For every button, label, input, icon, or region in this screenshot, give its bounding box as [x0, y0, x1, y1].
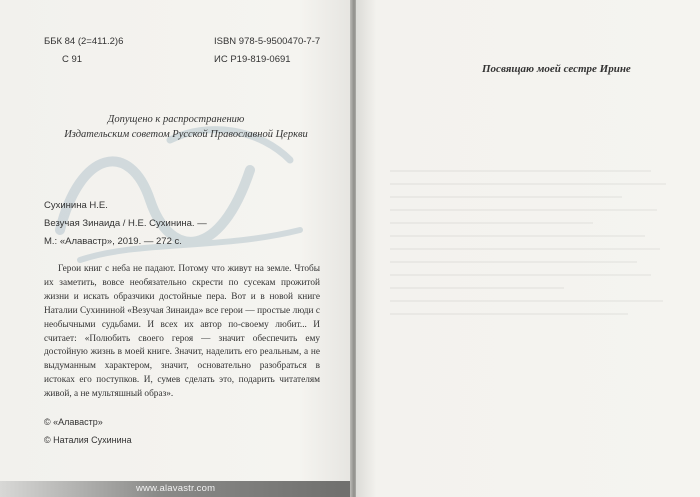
- author-heading: Сухинина Н.Е.: [44, 200, 108, 211]
- bbk-code: ББК 84 (2=411.2)6: [44, 36, 124, 47]
- show-through-text: [390, 170, 680, 470]
- copyright-author: © Наталия Сухинина: [44, 435, 132, 445]
- isbn: ISBN 978-5-9500470-7-7: [214, 36, 321, 47]
- copyright-publisher: © «Алавастр»: [44, 417, 103, 427]
- approval-line-2: Издательским советом Русской Православной Церкви: [64, 129, 308, 140]
- is-code: ИС Р19-819-0691: [214, 54, 291, 65]
- annotation-text: Герои книг с неба не падают. Потому что живут на земле. Чтобы их заметить, вовсе необязательно скрести по сусекам прожитой жизни и искать образчики достойные пера. Вот и в новой книге Наталии Сухининой «Везучая Зинаида» все герои — простые люди с необычными судьбами. И всех их автор по-своему любит... И считает: «Полюбить своего героя — значит обеспечить ему достойную жизнь в моей книге. Значит, наделить его реальным, а не выдуманным характером, значит, основательно разобраться в истоках его поступков. И, сумев сделать это, подарить читателям живой, а не мультяшный образ».: [44, 264, 320, 400]
- dedication: Посвящаю моей сестре Ирине: [482, 63, 631, 75]
- imprint-line: М.: «Алавастр», 2019. — 272 с.: [44, 236, 182, 247]
- title-line: Везучая Зинаида / Н.Е. Сухинина. —: [44, 218, 207, 229]
- publisher-url: www.alavastr.com: [136, 483, 216, 494]
- udk-code: С 91: [62, 54, 83, 65]
- approval-line-1: Допущено к распространению: [107, 114, 245, 125]
